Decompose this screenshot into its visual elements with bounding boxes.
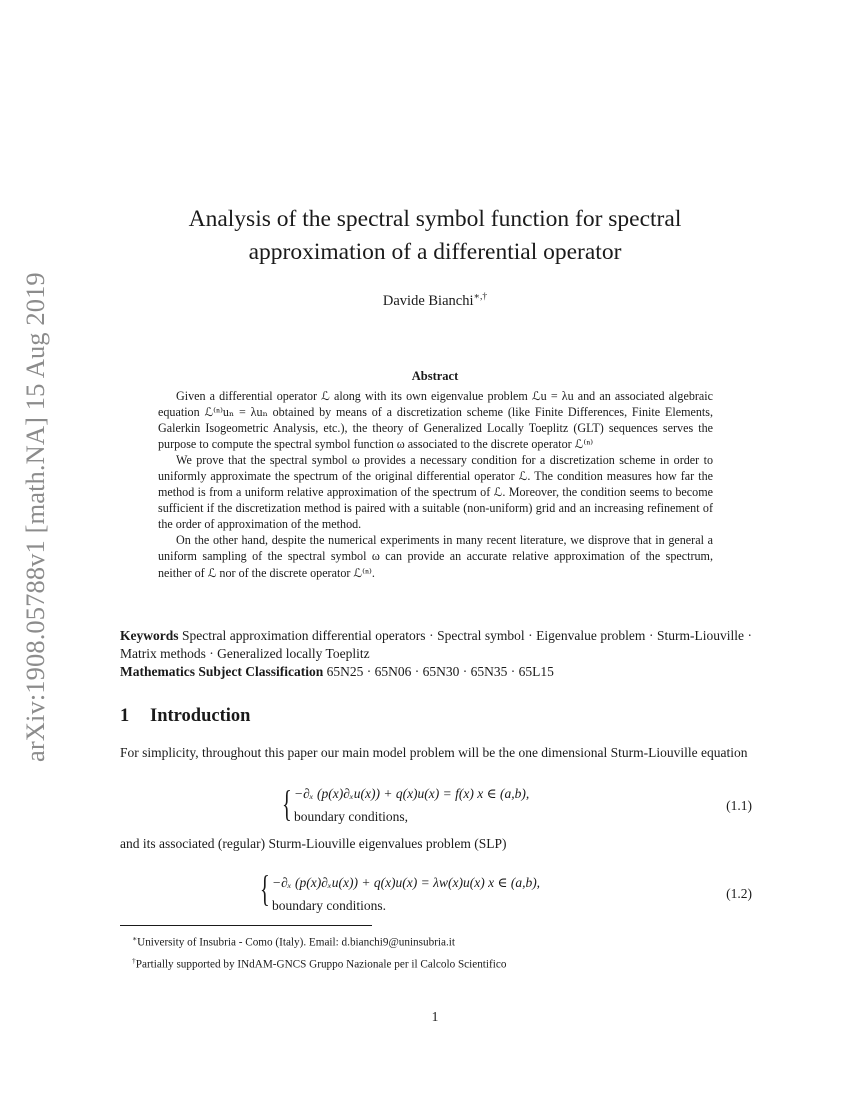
keywords-label: Keywords [120, 628, 179, 643]
abstract-heading: Abstract [411, 369, 459, 383]
arxiv-stamp [12, 240, 52, 780]
equation-brace: { [260, 869, 270, 910]
intro-paragraph [120, 744, 752, 763]
footnote-rule [120, 925, 372, 926]
paper-title [130, 203, 740, 269]
intro-text: For simplicity, throughout this paper our main model problem will be the one dimensional Sturm-Liouville equation [120, 745, 748, 760]
abstract-body [158, 388, 713, 581]
equation-1-1-line-2: boundary conditions, [294, 809, 408, 824]
author-name: Davide Bianchi [382, 292, 474, 309]
footnote-2 [132, 952, 732, 974]
equation-1-2-number: (1.2) [726, 886, 752, 901]
keywords-block [120, 627, 752, 681]
slp-paragraph: and its associated (regular) Sturm-Liouville eigenvalues problem (SLP) [120, 836, 507, 851]
footnote-1 [132, 930, 732, 952]
author-line [200, 291, 670, 310]
equation-1-2-line-2: boundary conditions. [272, 898, 386, 913]
abstract-paragraph-3: On the other hand, despite the numerical experiments in many recent literature, we disprove that in general a uniform sampling of the spectral symbol ω can provide an accurate relative approximation of the spectrum, neither of ℒ nor of the discrete operator ℒ⁽ⁿ⁾. [158, 533, 713, 580]
msc-text: 65N25 · 65N06 · 65N30 · 65N35 · 65L15 [326, 664, 554, 679]
equation-1-1-line-1: −∂ₓ (p(x)∂ₓu(x)) + q(x)u(x) = f(x) x ∈ (a,b), [294, 786, 530, 801]
abstract-paragraph-1: Given a differential operator ℒ along with its own eigenvalue problem ℒu = λu and an associated algebraic equation ℒ⁽ⁿ⁾uₙ = λuₙ obtained by means of a discretization scheme (like Finite Differences, Finite Elements, Galerkin Isogeometric Analysis, etc.), the theory of Generalized Locally Toeplitz (GLT) sequences serves the purpose to compute the spectral symbol function ω associated to the discrete operator ℒ⁽ⁿ⁾ [158, 389, 713, 452]
section-number: 1 [120, 706, 130, 726]
keywords-line [120, 627, 752, 663]
equation-1-2-line-1: −∂ₓ (p(x)∂ₓu(x)) + q(x)u(x) = λw(x)u(x) x ∈ (a,b), [272, 875, 541, 890]
title-line-1: Analysis of the spectral symbol function for spectral [188, 206, 682, 232]
equation-1-1 [120, 782, 752, 832]
footnotes [132, 930, 732, 973]
section-title: Introduction [150, 706, 251, 726]
section-heading [120, 706, 250, 727]
msc-label: Mathematics Subject Classification [120, 664, 324, 679]
footnote-1-text: University of Insubria - Como (Italy). Email: d.bianchi9@uninsubria.it [137, 936, 456, 949]
footnote-2-mark: † [132, 955, 136, 965]
equation-1-2 [120, 867, 752, 917]
footnote-1-mark: ∗ [132, 934, 138, 943]
equation-brace: { [282, 784, 292, 825]
keywords-text: Spectral approximation differential operators · Spectral symbol · Eigenvalue problem · Sturm-Liouville · Matrix methods · Generalized locally Toeplitz [120, 628, 752, 661]
author-footnote-marks: ∗,† [473, 292, 488, 302]
abstract-paragraph-2: We prove that the spectral symbol ω provides a necessary condition for a discretization scheme in order to uniformly approximate the spectrum of the original differential operator ℒ. The condition measures how far the method is from a uniform relative approximation of the spectrum of ℒ. Moreover, the condition seems to become sufficient if the discretization method is paired with a suitable (non-uniform) grid and an increasing refinement of the order of approximation of the method. [158, 453, 713, 532]
msc-line [120, 663, 752, 681]
title-line-2: approximation of a differential operator [248, 239, 622, 265]
footnote-2-text: Partially supported by INdAM-GNCS Gruppo Nazionale per il Calcolo Scientifico [135, 958, 507, 971]
equation-1-1-number: (1.1) [726, 798, 752, 813]
arxiv-id: arXiv:1908.05788v1 [math.NA] 15 Aug 2019 [20, 272, 50, 762]
page-number: 1 [431, 1009, 439, 1024]
